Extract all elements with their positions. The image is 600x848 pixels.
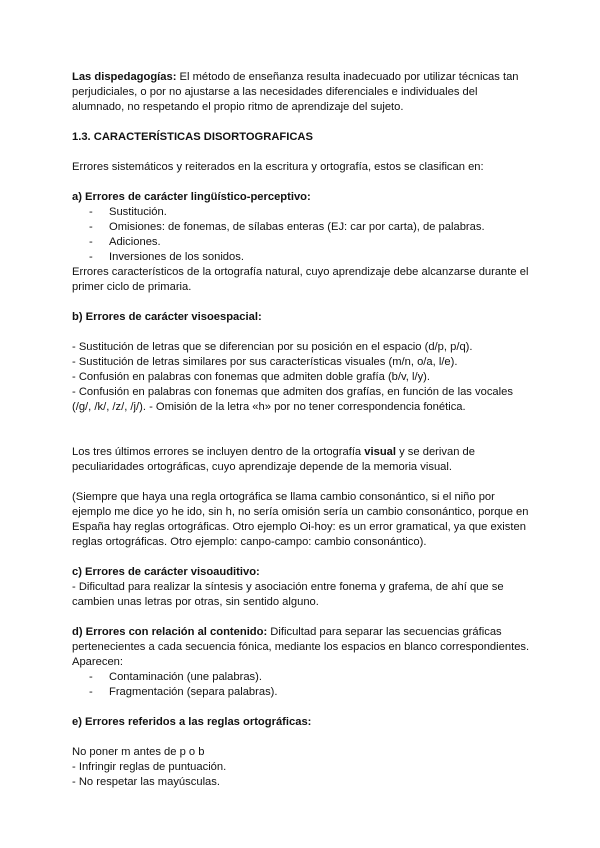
list-item: - Contaminación (une palabras). — [72, 670, 532, 685]
line-b: - Confusión en palabras con fonemas que admiten doble grafía (b/v, l/y). — [72, 371, 430, 383]
line-b: - Sustitución de letras que se diferencian por su posición en el espacio (d/p, p/q). — [72, 341, 473, 353]
intro-term: Las dispedagogías: — [72, 71, 177, 83]
paragraph-d — [72, 625, 532, 670]
list-item: - Omisiones: de fonemas, de sílabas enteras (EJ: car por carta), de palabras. — [72, 220, 532, 235]
list-d — [72, 670, 532, 700]
intro-text: El método de enseñanza resulta inadecuado por utilizar técnicas tan perjudiciales, o por no ajustarse a las necesidades diferenciales e individuales del alumnado, no respetando el propio ritmo de aprendizaje del sujeto. — [72, 71, 519, 113]
visual-note-bold: visual — [364, 446, 396, 458]
example-note: (Siempre que haya una regla ortográfica se llama cambio consonántico, si el niño por ejemplo me dice yo he ido, sin h, no sería omisión sería un cambio consonántico, porque en España hay reglas ortográficas. Otro ejemplo Oi-hoy: es un error gramatical, ya que existen reglas ortográficas. Otro ejemplo: canpo-campo: cambio consonántico). — [72, 491, 529, 548]
heading-e: e) Errores referidos a las reglas ortográficas: — [72, 716, 312, 728]
section-title: 1.3. CARACTERÍSTICAS DISORTOGRAFICAS — [72, 131, 313, 143]
heading-d: d) Errores con relación al contenido: — [72, 626, 268, 638]
document-page — [72, 70, 532, 790]
intro-paragraph — [72, 70, 532, 115]
note-a: Errores característicos de la ortografía natural, cuyo aprendizaje debe alcanzarse durante el primer ciclo de primaria. — [72, 266, 529, 293]
list-item: - Fragmentación (separa palabras). — [72, 685, 532, 700]
line-e: No poner m antes de p o b — [72, 746, 205, 758]
text-d: Dificultad para separar las secuencias gráficas pertenecientes a cada secuencia fónica, mediante los espacios en blanco correspondientes. Aparecen: — [72, 626, 530, 668]
heading-c: c) Errores de carácter visoauditivo: — [72, 566, 260, 578]
heading-b: b) Errores de carácter visoespacial: — [72, 311, 262, 323]
line-b: - Confusión en palabras con fonemas que admiten dos grafías, en función de las vocales (/g/, /k/, /z/, /j/). - Omisión de la letra «h» por no tener correspondencia fonética. — [72, 386, 513, 413]
text-c: - Dificultad para realizar la síntesis y asociación entre fonema y grafema, de ahí que se cambien unas letras por otras, sin sentido alguno. — [72, 581, 504, 608]
list-item: - Sustitución. — [72, 205, 532, 220]
list-item: - Adiciones. — [72, 235, 532, 250]
heading-a: a) Errores de carácter lingüístico-perceptivo: — [72, 191, 311, 203]
list-a — [72, 205, 532, 265]
section-intro: Errores sistemáticos y reiterados en la escritura y ortografía, estos se clasifican en: — [72, 161, 484, 173]
visual-note-after: y se derivan de peculiaridades ortográficas, cuyo aprendizaje depende de la memoria visual. — [72, 446, 475, 473]
line-e: - Infringir reglas de puntuación. — [72, 761, 227, 773]
line-e: - No respetar las mayúsculas. — [72, 776, 220, 788]
list-item: - Inversiones de los sonidos. — [72, 250, 532, 265]
visual-note — [72, 445, 532, 475]
visual-note-before: Los tres últimos errores se incluyen dentro de la ortografía — [72, 446, 365, 458]
line-b: - Sustitución de letras similares por sus características visuales (m/n, o/a, l/e). — [72, 356, 458, 368]
